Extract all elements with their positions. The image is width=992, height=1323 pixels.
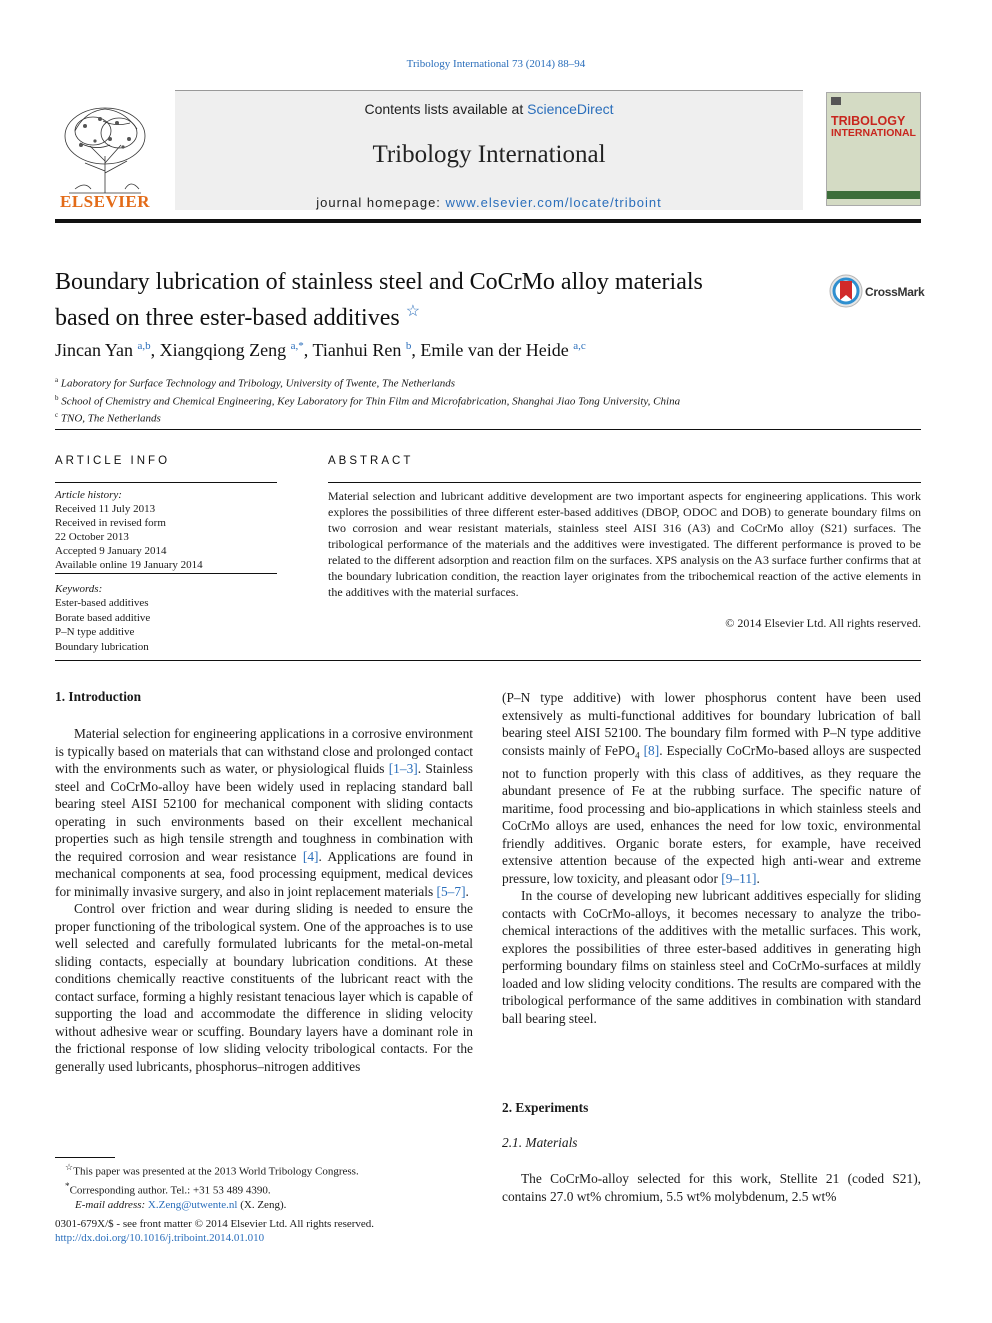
article-title	[55, 268, 815, 333]
footnote-rule	[55, 1157, 115, 1158]
homepage-prefix: journal homepage:	[316, 195, 446, 210]
author-name[interactable]: Jincan Yan	[55, 340, 134, 360]
journal-citation[interactable]: Tribology International 73 (2014) 88–94	[406, 58, 586, 70]
email-link[interactable]: X.Zeng@utwente.nl	[147, 1198, 238, 1211]
citation-link[interactable]: [4]	[302, 848, 319, 864]
cover-title-line2: INTERNATIONAL	[831, 127, 916, 139]
affiliation-mark: a	[55, 376, 59, 384]
author-affiliation-marks[interactable]: a,b	[137, 340, 151, 352]
text-run: . Applications are found in mechanical components at sea, food processing equipment, medical devices for minimally invasive surgery, and also in joint replacement materials	[55, 848, 473, 899]
keyword-item: P–N type additive	[55, 626, 135, 639]
crossmark-label: CrossMark	[865, 285, 925, 299]
text-run: . Stainless steel and CoCrMo-alloy have been widely used in replacing standard ball bearing steel AISI 52100 for mechanical component with sliding contacts operating in such environments based on their excellent mechanical properties such as high tensile strength and toughness in combination with the required corrosion and wear resistance	[55, 761, 473, 864]
history-item: Available online 19 January 2014	[55, 559, 203, 571]
keyword-item: Boundary lubrication	[55, 640, 149, 653]
article-history	[55, 488, 277, 572]
author-name[interactable]: Xiangqiong Zeng	[159, 340, 287, 360]
homepage-link[interactable]: www.elsevier.com/locate/triboint	[445, 195, 662, 210]
footnote-mark: ☆	[65, 1162, 74, 1172]
author-affiliation-marks[interactable]: a,c	[573, 340, 586, 352]
paragraph: Control over friction and wear during sliding is needed to ensure the proper functioning of the tribological system. One of the approaches is to use well selected and carefully formulated lubricants for the metal-on-metal sliding contacts, especially at boundary lubrication conditions. At these conditions chemically reactive constituents of the lubricant react with the contact surface, forming a highly resistant tenacious layer which is capable of supporting the load and accommodate the difference in sliding velocity without adhesive wear or scuffing. Boundary layers have a dominant role in the frictional response of low sliding velocity tribological contacts. For the generally used lubricants, phosphorus–nitrogen additives	[55, 901, 473, 1074]
affiliation-item	[55, 391, 921, 409]
text-run: (P–N type additive) with lower phosphorus content have been used extensively as multi-functional additives for boundary lubrication of ball bearing steel AISI 52100. The boundary film formed with P–N type additive consists mainly of FePO	[502, 690, 921, 758]
text-run: .	[465, 883, 469, 899]
cover-title-line1: TRIBOLOGY	[831, 114, 906, 128]
elsevier-tree-logo	[55, 96, 155, 206]
sciencedirect-link[interactable]: ScienceDirect	[527, 101, 614, 117]
footnote-item	[55, 1179, 473, 1198]
history-item: 22 October 2013	[55, 531, 129, 543]
affiliation-list	[55, 373, 921, 426]
subscript: 4	[635, 750, 640, 761]
text-run: . Especially CoCrMo-based alloys are suspected not to function properly with this class of additives, as they requare the abundant presence of Fe at the rubbing surface. The specific nature of maritime, food processing and bio-applications in which stainless steels and CoCrMo alloys are used, enhances the need for low toxic, environmental friendly additives. Organic borate esters, for example, have received extensive attention because of the expected high anti-wear and extreme pressure, low toxicity, and pleasant odor	[502, 742, 921, 886]
contents-prefix: Contents lists available at	[364, 101, 528, 117]
section-heading-introduction: 1. Introduction	[55, 689, 142, 704]
abstract-text: Material selection and lubricant additive development are two important aspects for engineering applications. This work explores the possibilities of three different ester-based additives (DBOP, ODOC and DOB) to generate boundary films on two corrosion and wear resistant materials, stainless steel AISI 316 (A3) and CoCrMo alloy (S21) surfaces. The tribological performance of the materials and the additives were investigated. The different performance is proved to be related to the different adsorption and reaction film on the surfaces. XPS analysis on the A3 surface further confirms that at the boundary lubrication condition, the reaction layer originates from the tribochemical reaction of the active elements in the additives with the material surfaces.	[328, 489, 921, 599]
email-label: E-mail address:	[75, 1198, 148, 1211]
history-label: Article history:	[55, 489, 122, 501]
cover-logo-mark	[831, 97, 841, 105]
subsection-heading-materials: 2.1. Materials	[502, 1135, 578, 1150]
keywords-label: Keywords:	[55, 583, 103, 595]
paragraph: In the course of developing new lubricant additives especially for sliding contacts with CoCrMo-alloys, it becomes necessary to analyze the tribo-chemical interactions of the additives with the metallic surfaces. This work, explores the possibilities of three ester-based additives in generating high performing boundary films on stainless steel and CoCrMo-surfaces at mildly loaded and low sliding velocity conditions. The results are compared with the tribological performance of the same additives in combination with standard ball bearing steel.	[502, 888, 921, 1026]
masthead	[55, 90, 921, 214]
doi-link[interactable]: http://dx.doi.org/10.1016/j.triboint.2014.01.010	[55, 1232, 265, 1244]
homepage-line	[175, 195, 803, 210]
body-divider	[55, 660, 921, 661]
section-heading-experiments: 2. Experiments	[502, 1100, 589, 1115]
footnote-mark: *	[65, 1180, 70, 1191]
footnote-text: Corresponding author. Tel.: +31 53 489 4390.	[69, 1184, 271, 1197]
body-column-right-lower	[502, 1170, 921, 1205]
issn-line: 0301-679X/$ - see front matter © 2014 Elsevier Ltd. All rights reserved.	[55, 1218, 375, 1230]
affiliation-item	[55, 373, 921, 391]
author-name[interactable]: Tianhui Ren	[312, 340, 402, 360]
footnote-item	[55, 1160, 473, 1179]
abstract-heading: ABSTRACT	[328, 455, 414, 467]
history-item: Received 11 July 2013	[55, 503, 156, 515]
cover-band	[827, 191, 920, 199]
affiliation-divider	[55, 429, 921, 430]
title-line2: based on three ester-based additives	[55, 305, 400, 331]
paragraph	[55, 725, 473, 900]
keyword-item: Ester-based additives	[55, 597, 149, 610]
article-info-rule	[55, 482, 277, 483]
journal-name: Tribology International	[372, 141, 606, 168]
issn-block	[55, 1217, 475, 1245]
elsevier-wordmark: ELSEVIER	[60, 192, 150, 211]
abstract-copyright: © 2014 Elsevier Ltd. All rights reserved.	[725, 616, 921, 630]
title-footnote-mark[interactable]: ☆	[405, 303, 421, 320]
citation-link[interactable]: [1–3]	[388, 761, 418, 776]
footnote-item	[55, 1198, 473, 1212]
abstract-rule	[328, 482, 921, 483]
affiliation-text: School of Chemistry and Chemical Engineering, Key Laboratory for Thin Film and Microfabrication, Shanghai Jiao Tong University, China	[61, 395, 681, 408]
keywords-block	[55, 582, 277, 654]
crossmark-icon	[829, 274, 863, 308]
contents-line	[175, 101, 803, 117]
body-column-left	[55, 725, 473, 1075]
footnote-text: (X. Zeng).	[237, 1198, 287, 1211]
paragraph	[502, 689, 921, 887]
article-info-heading: ARTICLE INFO	[55, 455, 171, 467]
body-column-right	[502, 689, 921, 1027]
journal-header-box	[175, 90, 803, 210]
affiliation-text: Laboratory for Surface Technology and Tribology, University of Twente, The Netherlands	[60, 377, 456, 390]
paragraph: The CoCrMo-alloy selected for this work, Stellite 21 (coded S21), contains 27.0 wt% chromium, 5.5 wt% molybdenum, 2.5 wt%	[502, 1171, 921, 1204]
history-item: Received in revised form	[55, 517, 166, 529]
citation-link[interactable]: [5–7]	[436, 883, 466, 899]
history-item: Accepted 9 January 2014	[55, 545, 167, 557]
crossmark-badge[interactable]	[829, 274, 925, 310]
header-divider	[55, 219, 921, 223]
cover-title	[831, 115, 919, 139]
citation-link[interactable]: [8]	[643, 742, 660, 758]
footnote-text: This paper was presented at the 2013 World Tribology Congress.	[73, 1165, 359, 1178]
journal-cover-thumbnail[interactable]	[826, 92, 921, 206]
author-affiliation-marks[interactable]: a,*	[290, 340, 304, 352]
text-run: Material selection for engineering applications in a corrosive environment is typically based on materials that can withstand close and prolonged contact with the environments such as water, or physiological fluids	[55, 726, 473, 776]
footnotes	[55, 1160, 473, 1212]
keyword-item: Borate based additive	[55, 611, 151, 624]
affiliation-text: TNO, The Netherlands	[60, 412, 161, 425]
keywords-rule	[55, 573, 277, 574]
citation-link[interactable]: [9–11]	[721, 870, 757, 886]
text-run: .	[756, 870, 760, 886]
author-name[interactable]: Emile van der Heide	[420, 340, 569, 360]
title-line1: Boundary lubrication of stainless steel and CoCrMo alloy materials	[55, 269, 703, 295]
affiliation-mark: b	[55, 393, 59, 402]
author-list: Jincan Yan $^{a,b}$, Xiangqiong Zeng $^{a,*}$, Tianhui Ren $^b$, Emile van der Heide $^{a,c}$	[55, 340, 586, 360]
affiliation-item	[55, 408, 921, 426]
author-affiliation-marks[interactable]: b	[405, 340, 412, 352]
affiliation-mark: c	[55, 411, 59, 420]
